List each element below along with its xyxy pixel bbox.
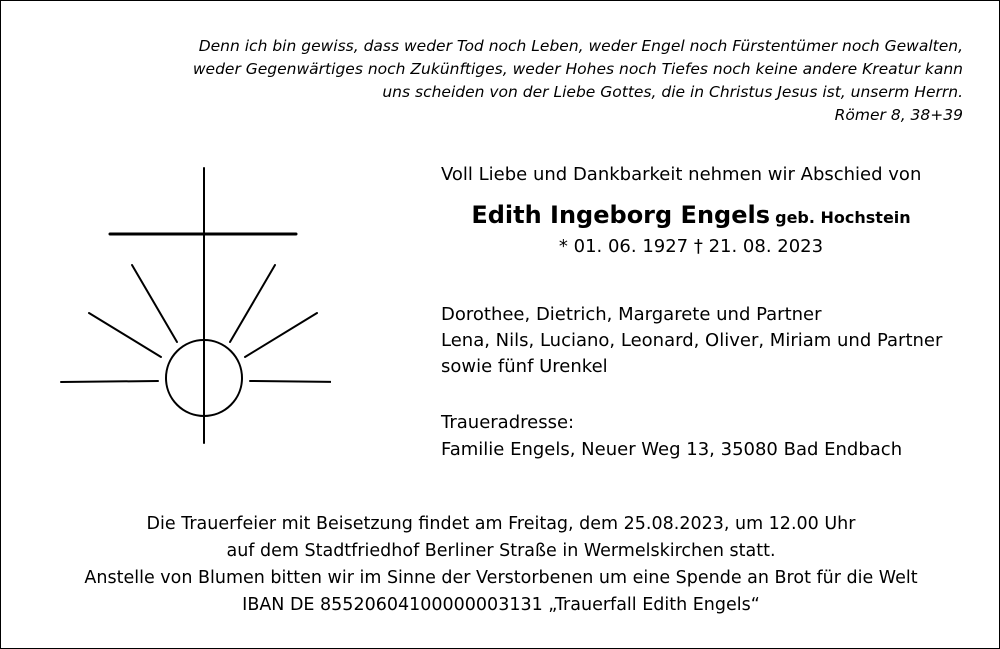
family-line: sowie fünf Urenkel (441, 356, 608, 377)
verse-line: Denn ich bin gewiss, dass weder Tod noch Leben, weder Engel noch Fürstentümer noch Gewalten, (198, 37, 963, 55)
sun-ray (245, 313, 317, 357)
service-line: auf dem Stadtfriedhof Berliner Straße in Wermelskirchen statt. (226, 541, 776, 561)
donation-line: IBAN DE 85520604100000003131 „Trauerfall Edith Engels“ (242, 595, 760, 615)
cross-sunrise-icon (1, 1, 331, 461)
verse-line: weder Gegenwärtiges noch Zukünftiges, weder Hohes noch Tiefes noch keine andere Kreatur kann (192, 60, 963, 78)
mourning-address (441, 409, 902, 463)
intro-text: Voll Liebe und Dankbarkeit nehmen wir Abschied von (441, 164, 922, 185)
family-line: Dorothee, Dietrich, Margarete und Partner (441, 304, 822, 325)
family-list (441, 302, 942, 380)
sun-ray (89, 313, 161, 357)
deceased-name-line (411, 201, 971, 229)
family-line: Lena, Nils, Luciano, Leonard, Oliver, Miriam und Partner (441, 330, 943, 351)
birth-name: geb. Hochstein (775, 208, 911, 227)
service-information (1, 511, 1000, 619)
sun-ray (250, 381, 331, 382)
address-value: Familie Engels, Neuer Weg 13, 35080 Bad Endbach (441, 439, 903, 460)
life-dates: * 01. 06. 1927 † 21. 08. 2023 (558, 236, 824, 257)
service-line: Anstelle von Blumen bitten wir im Sinne der Verstorbenen um eine Spende an Brot für die Welt (84, 568, 918, 588)
verse-reference: Römer 8, 38+39 (834, 106, 963, 124)
deceased-name: Edith Ingeborg Engels (471, 201, 771, 229)
sun-ray (61, 381, 158, 382)
sun-ray (230, 265, 275, 342)
address-label: Traueradresse: (441, 412, 575, 433)
sun-ray (132, 265, 177, 342)
verse-line: uns scheiden von der Liebe Gottes, die in Christus Jesus ist, unserm Herrn. (382, 83, 963, 101)
service-line: Die Trauerfeier mit Beisetzung findet am Freitag, dem 25.08.2023, um 12.00 Uhr (146, 514, 856, 534)
